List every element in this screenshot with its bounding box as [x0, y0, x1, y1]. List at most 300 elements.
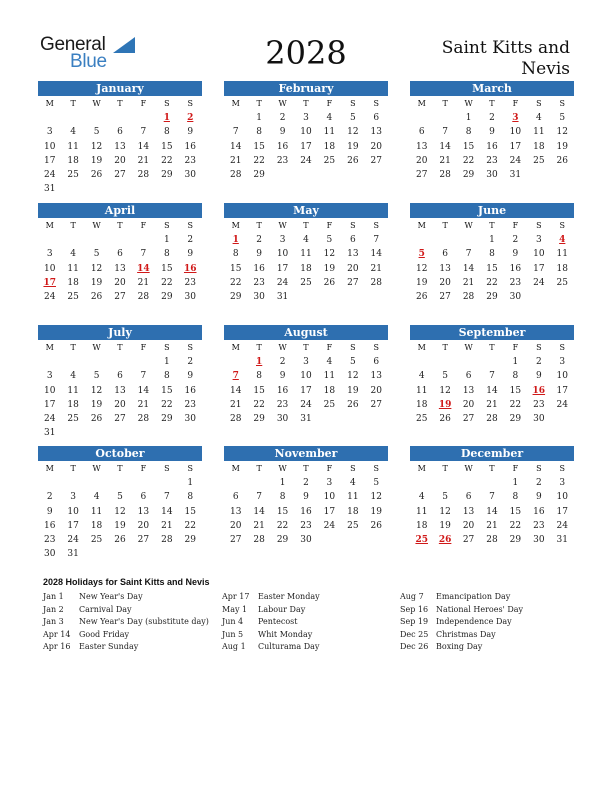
empty-day-cell — [61, 233, 84, 247]
day-cell: 21 — [486, 399, 498, 410]
day-cell: 18 — [323, 141, 336, 152]
day-cell: 26 — [323, 277, 336, 288]
month-august — [224, 325, 388, 426]
day-cell: 10 — [533, 249, 545, 260]
weekday-label: W — [278, 343, 287, 352]
day-cell: 1 — [256, 113, 262, 123]
holiday-row — [43, 641, 209, 654]
day-cell: 22 — [161, 277, 173, 288]
empty-day-cell — [61, 111, 84, 125]
month-days-grid — [38, 218, 202, 304]
day-cell: 16 — [253, 263, 265, 274]
day-cell: 3 — [559, 357, 566, 367]
holiday-name: Good Friday — [79, 629, 130, 639]
day-cell: 10 — [43, 263, 56, 274]
day-cell: 28 — [137, 292, 150, 303]
day-cell: 4 — [326, 357, 333, 367]
day-cell: 5 — [442, 492, 448, 503]
day-cell: 11 — [533, 127, 545, 138]
day-cell: 9 — [256, 249, 262, 260]
day-cell: 18 — [415, 520, 428, 531]
day-cell: 7 — [232, 127, 239, 138]
day-cell: 28 — [229, 414, 242, 425]
day-cell: 5 — [442, 371, 448, 382]
day-cell: 20 — [114, 399, 126, 410]
day-cell: 2 — [512, 235, 519, 245]
month-days-grid — [38, 96, 202, 197]
holidays-column — [400, 591, 523, 654]
weekday-label: F — [512, 464, 519, 473]
day-cell: 12 — [90, 385, 103, 396]
day-cell: 12 — [90, 263, 103, 274]
month-days-grid — [224, 461, 388, 547]
weekday-label: T — [303, 221, 309, 230]
day-cell: 20 — [370, 385, 382, 396]
day-cell: 24 — [276, 277, 289, 288]
day-cell: 6 — [117, 249, 123, 260]
day-cell: 1 — [279, 478, 286, 488]
day-cell: 12 — [370, 492, 382, 503]
holiday-day-cell: 7 — [232, 371, 239, 382]
weekday-label: T — [117, 464, 123, 473]
day-cell: 5 — [373, 478, 380, 488]
day-cell: 11 — [323, 127, 336, 138]
day-cell: 4 — [418, 371, 425, 382]
day-cell: 25 — [300, 277, 312, 288]
day-cell: 30 — [533, 414, 545, 425]
day-cell: 5 — [117, 492, 123, 503]
holiday-row — [43, 604, 209, 617]
day-cell: 11 — [67, 141, 79, 152]
day-cell: 24 — [509, 155, 522, 166]
day-cell: 9 — [303, 492, 309, 503]
day-cell: 29 — [161, 292, 173, 303]
day-cell: 11 — [415, 506, 428, 517]
weekday-label: S — [373, 343, 379, 352]
day-cell: 26 — [90, 414, 103, 425]
month-november — [224, 446, 388, 547]
holiday-date: Sep 16 — [400, 604, 429, 614]
day-cell: 9 — [187, 371, 194, 382]
generalblue-logo — [40, 34, 150, 74]
holiday-day-cell: 3 — [512, 113, 519, 123]
day-cell: 5 — [326, 235, 333, 245]
day-cell: 22 — [486, 277, 498, 288]
day-cell: 7 — [442, 127, 448, 138]
weekday-label: S — [187, 343, 193, 352]
day-cell: 8 — [163, 249, 170, 260]
day-cell: 8 — [512, 492, 519, 503]
weekday-label: T — [442, 221, 448, 230]
weekday-label: T — [489, 464, 495, 473]
empty-day-cell — [132, 233, 155, 247]
day-cell: 2 — [187, 357, 194, 367]
holiday-day-cell: 26 — [438, 535, 452, 546]
day-cell: 25 — [90, 535, 103, 546]
day-cell: 11 — [67, 263, 79, 274]
month-march — [410, 81, 574, 182]
weekday-label: W — [464, 99, 473, 108]
day-cell: 6 — [117, 127, 123, 138]
day-cell: 19 — [439, 520, 451, 531]
month-header: May — [224, 203, 388, 218]
day-cell: 20 — [347, 263, 359, 274]
day-cell: 19 — [90, 155, 103, 166]
weekday-label: T — [442, 464, 448, 473]
day-cell: 16 — [276, 141, 289, 152]
day-cell: 7 — [140, 127, 147, 138]
day-cell: 24 — [323, 520, 336, 531]
weekday-label: W — [464, 343, 473, 352]
weekday-label: T — [303, 343, 309, 352]
day-cell: 9 — [46, 506, 53, 517]
day-cell: 23 — [533, 520, 545, 531]
day-cell: 3 — [535, 235, 542, 245]
day-cell: 9 — [187, 127, 194, 138]
holiday-day-cell: 16 — [183, 263, 197, 274]
day-cell: 17 — [43, 155, 56, 166]
day-cell: 13 — [462, 385, 475, 396]
holiday-day-cell: 2 — [187, 113, 194, 123]
day-cell: 17 — [43, 399, 56, 410]
weekday-label: T — [442, 99, 448, 108]
weekday-label: T — [117, 343, 123, 352]
day-cell: 23 — [184, 155, 196, 166]
holiday-row — [222, 604, 320, 617]
weekday-label: W — [92, 99, 101, 108]
day-cell: 6 — [140, 492, 147, 503]
day-cell: 13 — [347, 249, 359, 260]
day-cell: 26 — [90, 170, 103, 181]
day-cell: 9 — [489, 127, 495, 138]
weekday-label: T — [442, 343, 448, 352]
holiday-date: May 1 — [222, 604, 248, 614]
day-cell: 30 — [184, 170, 196, 181]
day-cell: 8 — [256, 371, 262, 382]
day-cell: 7 — [163, 492, 170, 503]
day-cell: 21 — [439, 155, 451, 166]
holiday-name: Whit Monday — [258, 629, 313, 639]
holiday-date: Aug 1 — [222, 642, 246, 651]
weekday-label: M — [231, 464, 240, 473]
day-cell: 21 — [370, 263, 382, 274]
day-cell: 11 — [90, 506, 103, 517]
day-cell: 11 — [67, 385, 79, 396]
day-cell: 25 — [67, 292, 79, 303]
weekday-label: S — [350, 464, 356, 473]
weekday-label: S — [350, 343, 356, 352]
day-cell: 14 — [462, 263, 475, 274]
weekday-label: T — [303, 99, 309, 108]
holiday-date: Sep 19 — [400, 617, 429, 626]
day-cell: 24 — [556, 399, 568, 410]
day-cell: 14 — [229, 385, 242, 396]
day-cell: 27 — [114, 170, 126, 181]
day-cell: 3 — [46, 249, 53, 260]
country-line-2: Nevis — [521, 59, 570, 79]
day-cell: 26 — [347, 399, 359, 410]
logo-triangle-icon — [113, 37, 135, 53]
month-days-grid — [410, 461, 574, 547]
day-cell: 15 — [161, 141, 173, 152]
day-cell: 18 — [67, 277, 79, 288]
day-cell: 25 — [533, 155, 545, 166]
day-cell: 17 — [556, 385, 568, 396]
weekday-label: T — [70, 343, 76, 352]
holiday-date: Apr 14 — [43, 629, 71, 639]
day-cell: 12 — [90, 141, 103, 152]
day-cell: 30 — [184, 292, 196, 303]
holiday-row — [43, 616, 209, 629]
weekday-label: M — [417, 343, 426, 352]
day-cell: 25 — [415, 414, 428, 425]
month-days-grid — [38, 340, 202, 441]
day-cell: 27 — [347, 277, 359, 288]
holiday-name: Culturama Day — [258, 642, 320, 651]
day-cell: 28 — [137, 170, 150, 181]
day-cell: 10 — [556, 371, 568, 382]
day-cell: 29 — [276, 535, 289, 546]
day-cell: 4 — [418, 492, 425, 503]
holiday-name: Pentecost — [258, 617, 298, 626]
holiday-date: Jun 4 — [222, 617, 244, 626]
day-cell: 27 — [229, 535, 242, 546]
holiday-name: Independence Day — [436, 617, 512, 626]
month-may — [224, 203, 388, 304]
day-cell: 8 — [232, 249, 239, 260]
day-cell: 2 — [279, 357, 286, 367]
day-cell: 13 — [114, 385, 126, 396]
day-cell: 19 — [556, 141, 568, 152]
day-cell: 2 — [489, 113, 495, 123]
weekday-label: F — [140, 343, 147, 352]
day-cell: 17 — [533, 263, 545, 274]
empty-day-cell — [38, 233, 61, 247]
day-cell: 30 — [486, 170, 498, 181]
holiday-name: Easter Monday — [258, 592, 320, 601]
weekday-label: S — [559, 464, 565, 473]
holiday-row — [43, 591, 209, 604]
day-cell: 25 — [323, 399, 336, 410]
calendar-year: 2028 — [265, 34, 347, 72]
day-cell: 28 — [161, 535, 173, 546]
holiday-name: Emancipation Day — [436, 592, 511, 601]
day-cell: 16 — [276, 385, 289, 396]
day-cell: 23 — [184, 277, 196, 288]
weekday-label: S — [536, 343, 542, 352]
day-cell: 2 — [279, 113, 286, 123]
country-name — [420, 38, 570, 80]
day-cell: 24 — [556, 520, 568, 531]
weekday-label: T — [489, 99, 495, 108]
day-cell: 2 — [256, 235, 262, 245]
day-cell: 15 — [253, 385, 265, 396]
month-june — [410, 203, 574, 304]
day-cell: 20 — [462, 520, 475, 531]
day-cell: 3 — [559, 478, 566, 488]
day-cell: 9 — [279, 371, 286, 382]
day-cell: 27 — [137, 535, 150, 546]
weekday-label: M — [45, 464, 54, 473]
day-cell: 12 — [347, 127, 359, 138]
month-header: January — [38, 81, 202, 96]
day-cell: 19 — [90, 399, 103, 410]
day-cell: 30 — [533, 535, 545, 546]
day-cell: 18 — [67, 399, 79, 410]
empty-day-cell — [410, 355, 433, 369]
day-cell: 22 — [253, 155, 265, 166]
empty-day-cell — [224, 355, 247, 369]
day-cell: 8 — [163, 127, 170, 138]
holiday-name: Christmas Day — [436, 629, 496, 639]
day-cell: 13 — [229, 506, 242, 517]
weekday-label: W — [278, 99, 287, 108]
day-cell: 9 — [279, 127, 286, 138]
holiday-day-cell: 1 — [256, 357, 263, 367]
weekday-label: T — [70, 464, 76, 473]
day-cell: 17 — [300, 385, 312, 396]
day-cell: 8 — [489, 249, 495, 260]
logo-word-general: General — [40, 34, 106, 55]
day-cell: 20 — [229, 520, 242, 531]
day-cell: 29 — [253, 170, 265, 181]
empty-day-cell — [410, 476, 433, 490]
day-cell: 21 — [137, 155, 150, 166]
empty-day-cell — [155, 476, 178, 490]
day-cell: 4 — [70, 127, 76, 138]
day-cell: 8 — [512, 371, 519, 382]
day-cell: 26 — [415, 292, 428, 303]
day-cell: 13 — [114, 263, 126, 274]
empty-day-cell — [38, 111, 61, 125]
holiday-day-cell: 25 — [415, 535, 428, 546]
month-header: March — [410, 81, 574, 96]
month-october — [38, 446, 202, 562]
holiday-date: Jun 5 — [222, 629, 244, 639]
month-header: November — [224, 446, 388, 461]
day-cell: 26 — [347, 155, 359, 166]
day-cell: 13 — [137, 506, 150, 517]
holiday-name: Carnival Day — [79, 604, 132, 614]
day-cell: 14 — [161, 506, 173, 517]
weekday-label: S — [559, 221, 565, 230]
day-cell: 5 — [93, 371, 100, 382]
day-cell: 10 — [509, 127, 522, 138]
holiday-date: Apr 17 — [222, 592, 250, 601]
day-cell: 15 — [509, 506, 522, 517]
day-cell: 15 — [253, 141, 265, 152]
day-cell: 7 — [489, 371, 495, 382]
day-cell: 16 — [184, 385, 196, 396]
empty-day-cell — [38, 476, 61, 490]
day-cell: 27 — [114, 414, 126, 425]
day-cell: 31 — [276, 292, 289, 303]
month-header: July — [38, 325, 202, 340]
day-cell: 21 — [462, 277, 475, 288]
day-cell: 26 — [370, 520, 382, 531]
holiday-date: Apr 16 — [43, 642, 71, 651]
day-cell: 20 — [114, 277, 126, 288]
day-cell: 22 — [253, 399, 265, 410]
day-cell: 28 — [137, 414, 150, 425]
holiday-date: Jan 3 — [43, 617, 64, 626]
day-cell: 5 — [93, 127, 100, 138]
day-cell: 24 — [43, 292, 56, 303]
weekday-label: S — [350, 99, 356, 108]
weekday-label: F — [512, 221, 519, 230]
day-cell: 21 — [137, 277, 150, 288]
weekday-label: F — [326, 99, 333, 108]
empty-day-cell — [410, 111, 433, 125]
day-cell: 10 — [43, 385, 56, 396]
day-cell: 18 — [533, 141, 545, 152]
empty-day-cell — [132, 355, 155, 369]
weekday-label: T — [303, 464, 309, 473]
weekday-label: T — [256, 221, 262, 230]
day-cell: 10 — [556, 492, 568, 503]
day-cell: 24 — [300, 155, 312, 166]
day-cell: 17 — [67, 520, 79, 531]
weekday-label: F — [512, 343, 519, 352]
day-cell: 2 — [187, 235, 194, 245]
holiday-row — [222, 616, 320, 629]
day-cell: 7 — [140, 249, 147, 260]
day-cell: 14 — [486, 385, 498, 396]
day-cell: 12 — [323, 249, 336, 260]
weekday-label: M — [417, 99, 426, 108]
day-cell: 15 — [229, 263, 242, 274]
holiday-day-cell: 17 — [43, 277, 56, 288]
logo-word-blue: Blue — [70, 51, 107, 72]
empty-day-cell — [61, 355, 84, 369]
day-cell: 18 — [347, 506, 359, 517]
day-cell: 25 — [67, 170, 79, 181]
weekday-label: M — [417, 464, 426, 473]
day-cell: 22 — [509, 520, 522, 531]
day-cell: 22 — [184, 520, 196, 531]
holiday-date: Dec 25 — [400, 629, 429, 639]
day-cell: 1 — [163, 357, 170, 367]
day-cell: 15 — [161, 263, 173, 274]
day-cell: 9 — [535, 492, 542, 503]
weekday-label: M — [231, 343, 240, 352]
weekday-label: M — [45, 99, 54, 108]
day-cell: 29 — [161, 414, 173, 425]
empty-day-cell — [108, 111, 131, 125]
weekday-label: S — [536, 99, 542, 108]
day-cell: 18 — [556, 263, 568, 274]
day-cell: 18 — [415, 399, 428, 410]
day-cell: 25 — [556, 277, 568, 288]
day-cell: 7 — [256, 492, 262, 503]
day-cell: 23 — [276, 155, 289, 166]
day-cell: 21 — [253, 520, 265, 531]
day-cell: 3 — [46, 127, 53, 138]
day-cell: 25 — [347, 520, 359, 531]
empty-day-cell — [433, 355, 456, 369]
day-cell: 6 — [373, 113, 380, 123]
day-cell: 6 — [442, 249, 448, 260]
day-cell: 3 — [303, 113, 309, 123]
day-cell: 22 — [161, 399, 173, 410]
day-cell: 12 — [347, 371, 359, 382]
day-cell: 24 — [300, 399, 312, 410]
day-cell: 29 — [509, 414, 522, 425]
weekday-label: S — [350, 221, 356, 230]
weekday-label: M — [45, 343, 54, 352]
weekday-label: F — [140, 99, 147, 108]
day-cell: 29 — [184, 535, 196, 546]
